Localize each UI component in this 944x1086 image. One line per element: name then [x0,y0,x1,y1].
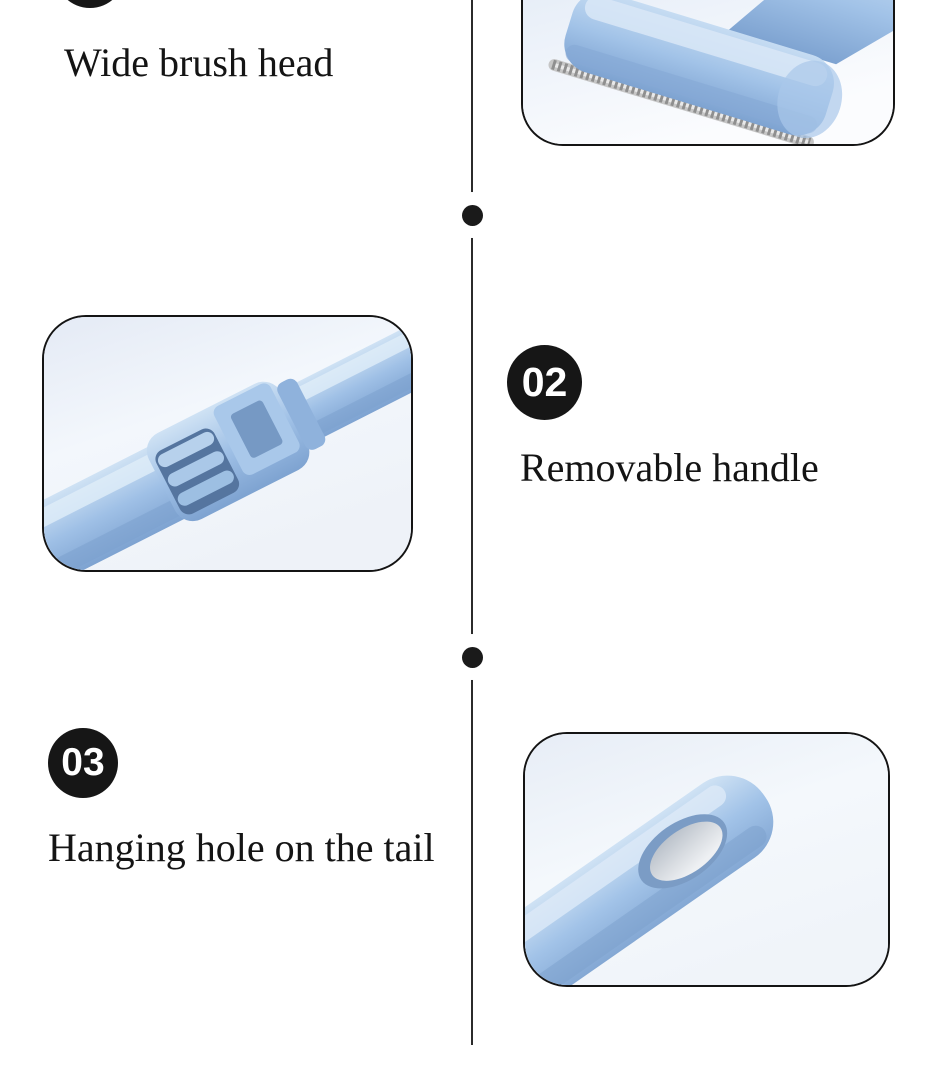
step-number: 02 [521,359,568,405]
step-label-removable-handle: Removable handle [520,445,819,490]
divider-dot-halo [449,634,495,680]
step-number: 03 [61,741,105,784]
brush-head-photo [521,0,895,146]
step-label-hanging-hole: Hanging hole on the tail [48,825,435,870]
hanging-hole-photo [523,732,890,987]
removable-handle-photo [42,315,413,572]
divider-line [471,0,473,1045]
step-badge-02 [507,345,582,420]
handle-tail-illustration [525,734,888,985]
step-label-wide-brush-head: Wide brush head [64,40,334,85]
step-badge-01-cropped [55,0,125,8]
divider-dot-halo [449,192,495,238]
step-badge-03 [48,728,118,798]
pole-connector-illustration [44,317,411,570]
divider-dot [462,205,483,226]
brush-head-illustration [523,0,893,144]
divider-dot [462,647,483,668]
